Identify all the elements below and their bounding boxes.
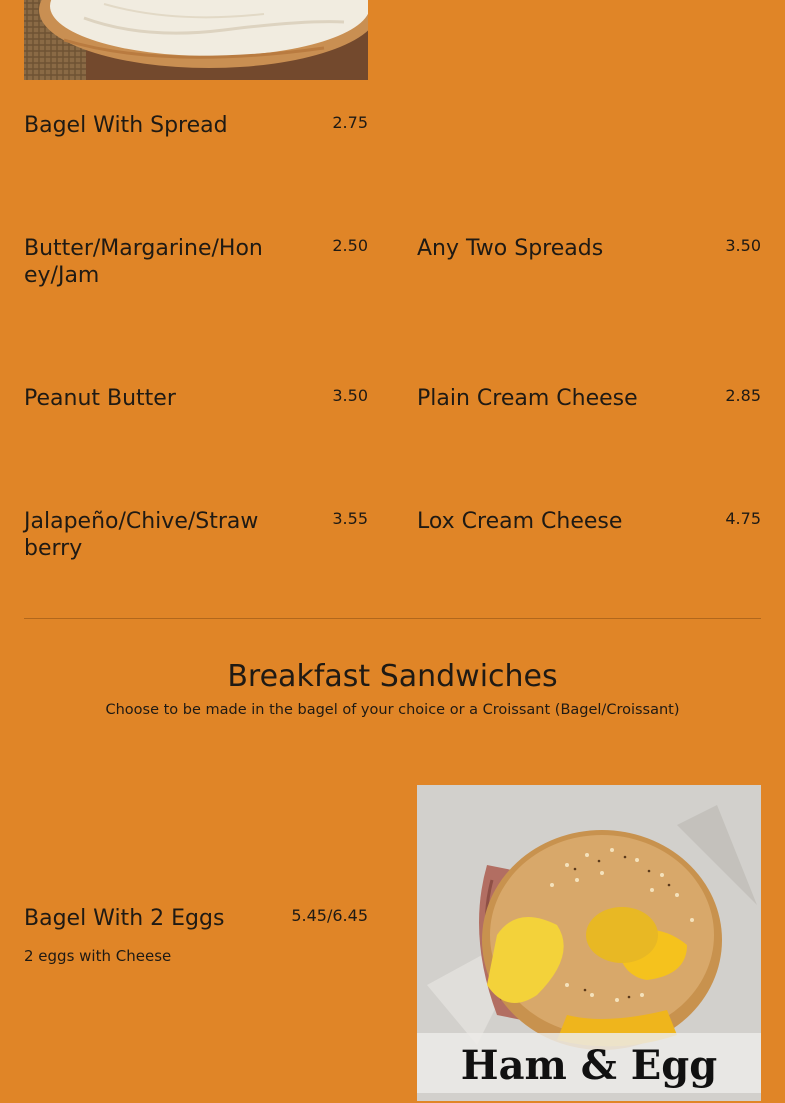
photo-caption: Ham & Egg — [460, 1042, 718, 1089]
item-price: 5.45/6.45 — [291, 906, 368, 925]
item-name: Any Two Spreads — [417, 236, 604, 261]
item-name: Plain Cream Cheese — [417, 386, 638, 411]
section-divider — [24, 618, 761, 619]
bagel-with-spread-photo[interactable] — [24, 0, 368, 80]
item-name: Bagel With Spread — [24, 113, 228, 138]
item-price: 4.75 — [725, 509, 761, 528]
item-name: Peanut Butter — [24, 386, 176, 411]
item-price: 2.50 — [332, 236, 368, 255]
item-name: Bagel With 2 Eggs — [24, 906, 225, 931]
ham-egg-bagel-illustration — [417, 785, 761, 1101]
ham-and-egg-photo[interactable] — [417, 785, 761, 1101]
item-price: 2.85 — [725, 386, 761, 405]
bagel-spread-illustration — [24, 0, 368, 80]
item-price: 3.55 — [332, 509, 368, 528]
item-price: 3.50 — [332, 386, 368, 405]
item-name: Lox Cream Cheese — [417, 509, 623, 534]
item-description: 2 eggs with Cheese — [24, 947, 172, 965]
item-price: 3.50 — [725, 236, 761, 255]
item-price: 2.75 — [332, 113, 368, 132]
section-title: Breakfast Sandwiches — [227, 659, 558, 694]
section-subtitle: Choose to be made in the bagel of your choice or a Croissant (Bagel/Croissant) — [105, 702, 680, 718]
item-name: Jalapeño/Chive/Strawberry — [24, 509, 259, 561]
item-name: Butter/Margarine/Honey/Jam — [24, 236, 263, 288]
